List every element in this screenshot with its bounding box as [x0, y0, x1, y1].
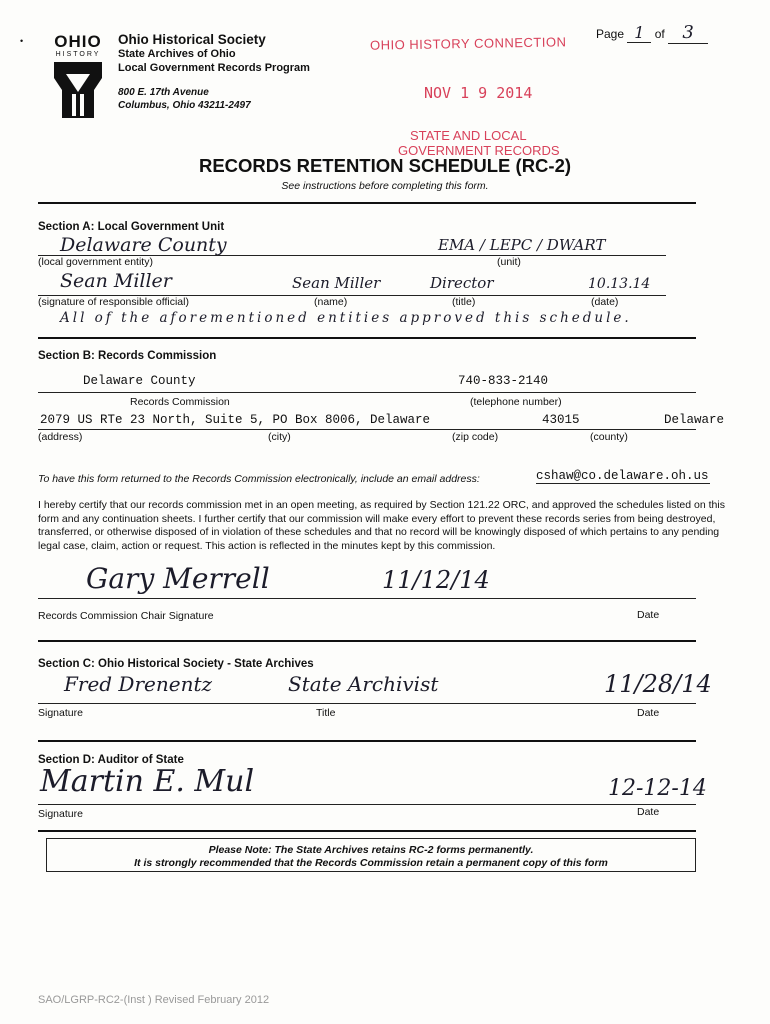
certification-text: I hereby certify that our records commission met in an open meeting, as required by Section 121.22 ORC, and approved the schedules listed on this form and any continuation sheets. I further certify that our commission will make every effort to prevent these records series from being destroyed, transferred, or otherwise disposed of in violation of these schedules and that no record will be knowingly disposed of which pertains to any pending legal case, claim, action or request. This action is reflected in the minutes kept by this commission.: [38, 499, 725, 552]
title-label: (title): [452, 296, 476, 308]
ohio-history-logo: [50, 32, 106, 124]
chair-date-label: Date: [637, 609, 660, 621]
signature-label: (signature of responsible official): [38, 296, 189, 308]
received-stamp-dept: STATE AND LOCAL: [410, 128, 527, 143]
zip-value[interactable]: 43015: [542, 413, 580, 427]
page-total: 3: [668, 22, 708, 44]
note-line-1: Please Note: The State Archives retains RC-2 forms permanently.: [208, 844, 534, 856]
auditor-date-label: Date: [637, 806, 660, 818]
archives-signature-label: Signature: [38, 707, 83, 719]
program-name: Local Government Records Program: [118, 62, 310, 74]
city-label: (city): [268, 431, 291, 443]
auditor-date-value[interactable]: 12-12-14: [608, 776, 707, 801]
commission-label: Records Commission: [130, 396, 230, 408]
bullet-dot: •: [20, 36, 24, 46]
divider: [38, 740, 696, 742]
chair-date-value[interactable]: 11/12/14: [382, 566, 490, 594]
retention-note-box: [46, 838, 696, 872]
org-name: Ohio Historical Society: [118, 32, 266, 47]
logo-subword: HISTORY: [55, 51, 101, 58]
ohio-logo-emblem-icon: [50, 60, 106, 122]
page-number: 1: [627, 23, 651, 43]
divider: [38, 640, 696, 642]
archives-title-label: Title: [316, 707, 336, 719]
county-value[interactable]: Delaware: [664, 413, 725, 427]
address-value[interactable]: 2079 US RTe 23 North, Suite 5, PO Box 8006, Delaware: [40, 413, 431, 427]
section-a-heading: Section A: Local Government Unit: [38, 221, 225, 233]
divider: [38, 830, 696, 832]
address-line: [38, 429, 696, 430]
official-date-value[interactable]: 10.13.14: [588, 276, 651, 292]
address-line-1: 800 E. 17th Avenue: [118, 87, 209, 98]
archives-signature-line: [38, 703, 696, 704]
form-footer: SAO/LGRP-RC2-(Inst ) Revised February 2012: [38, 994, 270, 1006]
address-line-2: Columbus, Ohio 43211-2497: [118, 100, 251, 111]
section-b-heading: Section B: Records Commission: [38, 350, 217, 362]
date-label: (date): [591, 296, 619, 308]
section-c-heading: Section C: Ohio Historical Society - State Archives: [38, 658, 314, 670]
official-title-value[interactable]: Director: [430, 274, 494, 292]
auditor-signature-label: Signature: [38, 808, 83, 820]
commission-value[interactable]: Delaware County: [83, 374, 196, 388]
received-stamp-org: OHIO HISTORY CONNECTION: [369, 34, 567, 53]
entity-label: (local government entity): [38, 256, 153, 268]
logo-word: OHIO: [54, 32, 102, 51]
divider: [38, 337, 696, 339]
received-stamp-date: NOV 1 9 2014: [424, 84, 533, 102]
name-label: (name): [314, 296, 348, 308]
email-value[interactable]: cshaw@co.delaware.oh.us: [536, 469, 709, 483]
page-label: Page: [596, 27, 625, 41]
entity-value[interactable]: Delaware County: [60, 234, 227, 256]
zip-label: (zip code): [452, 431, 499, 443]
official-signature[interactable]: Sean Miller: [60, 270, 172, 292]
archives-date-value[interactable]: 11/28/14: [604, 670, 712, 698]
section-d-heading: Section D: Auditor of State: [38, 754, 184, 766]
chair-signature[interactable]: Gary Merrell: [86, 562, 270, 595]
unit-label: (unit): [497, 256, 521, 268]
phone-value[interactable]: 740-833-2140: [458, 374, 549, 388]
of-label: of: [654, 27, 665, 41]
divider: [38, 202, 696, 204]
email-prompt: To have this form returned to the Records Commission electronically, include an email address:: [38, 473, 480, 485]
auditor-signature-line: [38, 804, 696, 805]
unit-value[interactable]: EMA / LEPC / DWART: [438, 236, 606, 254]
archives-signature[interactable]: Fred Drenentz: [64, 672, 213, 696]
phone-label: (telephone number): [470, 396, 562, 408]
form-subtitle: See instructions before completing this form.: [281, 180, 489, 192]
chair-signature-line: [38, 598, 696, 599]
official-name-value[interactable]: Sean Miller: [292, 274, 381, 292]
page-counter: [596, 22, 708, 44]
form-title: RECORDS RETENTION SCHEDULE (RC-2): [198, 155, 572, 176]
chair-signature-label: Records Commission Chair Signature: [38, 610, 214, 622]
auditor-signature[interactable]: Martin E. Mul: [40, 764, 255, 799]
archives-title-value[interactable]: State Archivist: [288, 672, 439, 696]
archives-date-label: Date: [637, 707, 660, 719]
note-line-2: It is strongly recommended that the Records Commission retain a permanent copy of this form: [134, 857, 608, 869]
commission-line: [38, 392, 696, 393]
handwritten-note: All of the aforementioned entities approved this schedule.: [60, 310, 632, 326]
address-label: (address): [38, 431, 83, 443]
received-stamp-dept2: GOVERNMENT RECORDS: [398, 143, 560, 158]
county-label: (county): [590, 431, 628, 443]
dept-name: State Archives of Ohio: [118, 48, 236, 60]
